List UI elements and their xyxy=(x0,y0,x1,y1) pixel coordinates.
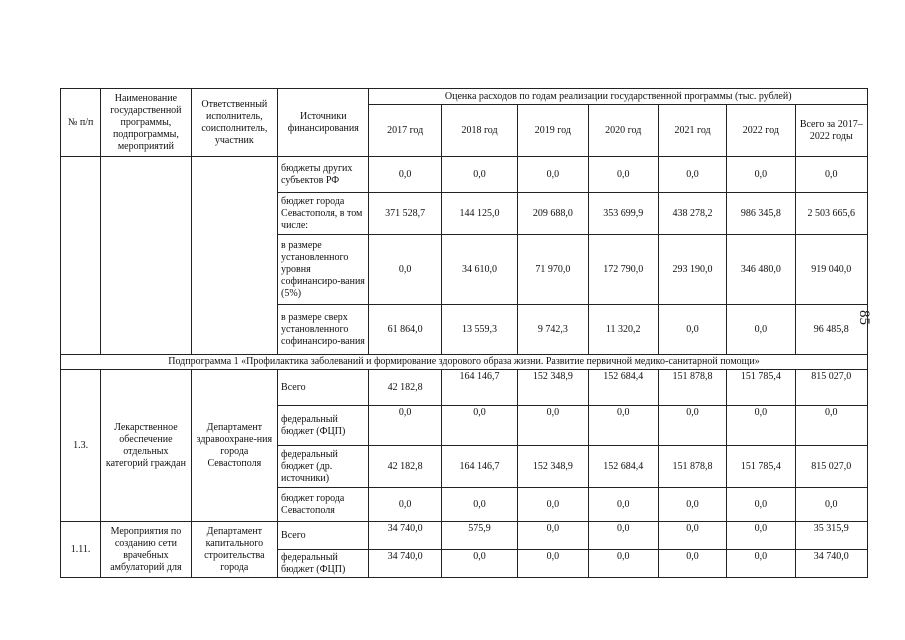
header-year: 2021 год xyxy=(658,105,726,157)
value-cell: 293 190,0 xyxy=(658,235,726,305)
value-cell: 164 146,7 xyxy=(441,370,517,406)
value-cell: 35 315,9 xyxy=(795,522,867,550)
empty-name-cell xyxy=(101,157,191,355)
header-estimate: Оценка расходов по годам реализации государственной программы (тыс. рублей) xyxy=(369,89,868,105)
header-year: 2018 год xyxy=(441,105,517,157)
header-sources: Источники финансирования xyxy=(278,89,369,157)
value-cell: 172 790,0 xyxy=(588,235,658,305)
value-cell: 0,0 xyxy=(588,488,658,522)
value-cell: 0,0 xyxy=(441,406,517,446)
subprogram-row xyxy=(61,355,868,370)
value-cell: 34 740,0 xyxy=(369,550,441,578)
value-cell: 34 610,0 xyxy=(441,235,517,305)
table-row xyxy=(61,370,868,406)
source-cell: Всего xyxy=(278,370,369,406)
value-cell: 0,0 xyxy=(658,157,726,193)
value-cell: 0,0 xyxy=(518,522,588,550)
value-cell: 371 528,7 xyxy=(369,193,441,235)
value-cell: 164 146,7 xyxy=(441,446,517,488)
item-executor: Департамент капитального строительства города xyxy=(191,522,277,578)
value-cell: 13 559,3 xyxy=(441,305,517,355)
value-cell: 0,0 xyxy=(727,550,795,578)
value-cell: 151 878,8 xyxy=(658,446,726,488)
value-cell: 9 742,3 xyxy=(518,305,588,355)
value-cell: 11 320,2 xyxy=(588,305,658,355)
value-cell: 0,0 xyxy=(727,488,795,522)
value-cell: 61 864,0 xyxy=(369,305,441,355)
value-cell: 986 345,8 xyxy=(727,193,795,235)
value-cell: 346 480,0 xyxy=(727,235,795,305)
value-cell: 0,0 xyxy=(369,488,441,522)
value-cell: 152 348,9 xyxy=(518,446,588,488)
source-cell: в размере сверх установленного софинансиро-вания xyxy=(278,305,369,355)
value-cell: 42 182,8 xyxy=(369,370,441,406)
value-cell: 0,0 xyxy=(441,157,517,193)
page-number: 85 xyxy=(856,310,872,325)
empty-executor-cell xyxy=(191,157,277,355)
source-cell: бюджеты других субъектов РФ xyxy=(278,157,369,193)
header-no: № п/п xyxy=(61,89,101,157)
value-cell: 152 684,4 xyxy=(588,446,658,488)
value-cell: 0,0 xyxy=(588,522,658,550)
value-cell: 438 278,2 xyxy=(658,193,726,235)
value-cell: 0,0 xyxy=(369,157,441,193)
value-cell: 0,0 xyxy=(518,406,588,446)
value-cell: 0,0 xyxy=(795,406,867,446)
source-cell: Всего xyxy=(278,522,369,550)
value-cell: 575,9 xyxy=(441,522,517,550)
table-row xyxy=(61,157,868,193)
value-cell: 144 125,0 xyxy=(441,193,517,235)
item-number: 1.11. xyxy=(61,522,101,578)
value-cell: 0,0 xyxy=(727,157,795,193)
header-name: Наименование государственной программы, подпрограммы, мероприятий xyxy=(101,89,191,157)
source-cell: в размере установленного уровня софинансиро-вания (5%) xyxy=(278,235,369,305)
budget-table xyxy=(60,88,868,578)
subprogram-title: Подпрограмма 1 «Профилактика заболеваний и формирование здорового образа жизни. Развитие первичной медико-санитарной помощи» xyxy=(61,355,868,370)
value-cell: 815 027,0 xyxy=(795,370,867,406)
item-number: 1.3. xyxy=(61,370,101,522)
value-cell: 0,0 xyxy=(795,488,867,522)
value-cell: 0,0 xyxy=(588,406,658,446)
header-year: 2019 год xyxy=(518,105,588,157)
value-cell: 0,0 xyxy=(658,305,726,355)
empty-no-cell xyxy=(61,157,101,355)
value-cell: 0,0 xyxy=(658,550,726,578)
value-cell: 0,0 xyxy=(658,522,726,550)
table-row xyxy=(61,522,868,550)
header-year: 2022 год xyxy=(727,105,795,157)
item-name: Мероприятия по созданию сети врачебных амбулаторий для xyxy=(101,522,191,578)
source-cell: бюджет города Севастополя, в том числе: xyxy=(278,193,369,235)
item-executor: Департамент здравоохране-ния города Севастополя xyxy=(191,370,277,522)
value-cell: 151 785,4 xyxy=(727,446,795,488)
header-year: 2017 год xyxy=(369,105,441,157)
value-cell: 42 182,8 xyxy=(369,446,441,488)
header-executor: Ответственный исполнитель, соисполнитель, участник xyxy=(191,89,277,157)
value-cell: 151 878,8 xyxy=(658,370,726,406)
value-cell: 2 503 665,6 xyxy=(795,193,867,235)
value-cell: 919 040,0 xyxy=(795,235,867,305)
value-cell: 209 688,0 xyxy=(518,193,588,235)
value-cell: 0,0 xyxy=(369,235,441,305)
value-cell: 71 970,0 xyxy=(518,235,588,305)
value-cell: 0,0 xyxy=(658,406,726,446)
value-cell: 0,0 xyxy=(727,406,795,446)
source-cell: бюджет города Севастополя xyxy=(278,488,369,522)
value-cell: 0,0 xyxy=(727,522,795,550)
value-cell: 0,0 xyxy=(795,157,867,193)
value-cell: 34 740,0 xyxy=(795,550,867,578)
value-cell: 0,0 xyxy=(658,488,726,522)
value-cell: 353 699,9 xyxy=(588,193,658,235)
value-cell: 96 485,8 xyxy=(795,305,867,355)
value-cell: 152 348,9 xyxy=(518,370,588,406)
value-cell: 815 027,0 xyxy=(795,446,867,488)
source-cell: федеральный бюджет (ФЦП) xyxy=(278,406,369,446)
value-cell: 151 785,4 xyxy=(727,370,795,406)
value-cell: 34 740,0 xyxy=(369,522,441,550)
value-cell: 0,0 xyxy=(441,550,517,578)
header-total: Всего за 2017–2022 годы xyxy=(795,105,867,157)
value-cell: 0,0 xyxy=(588,157,658,193)
value-cell: 152 684,4 xyxy=(588,370,658,406)
source-cell: федеральный бюджет (др. источники) xyxy=(278,446,369,488)
value-cell: 0,0 xyxy=(588,550,658,578)
source-cell: федеральный бюджет (ФЦП) xyxy=(278,550,369,578)
value-cell: 0,0 xyxy=(518,157,588,193)
value-cell: 0,0 xyxy=(441,488,517,522)
value-cell: 0,0 xyxy=(518,488,588,522)
header-year: 2020 год xyxy=(588,105,658,157)
value-cell: 0,0 xyxy=(727,305,795,355)
value-cell: 0,0 xyxy=(369,406,441,446)
value-cell: 0,0 xyxy=(518,550,588,578)
header-row-1 xyxy=(61,89,868,105)
item-name: Лекарственное обеспечение отдельных категорий граждан xyxy=(101,370,191,522)
